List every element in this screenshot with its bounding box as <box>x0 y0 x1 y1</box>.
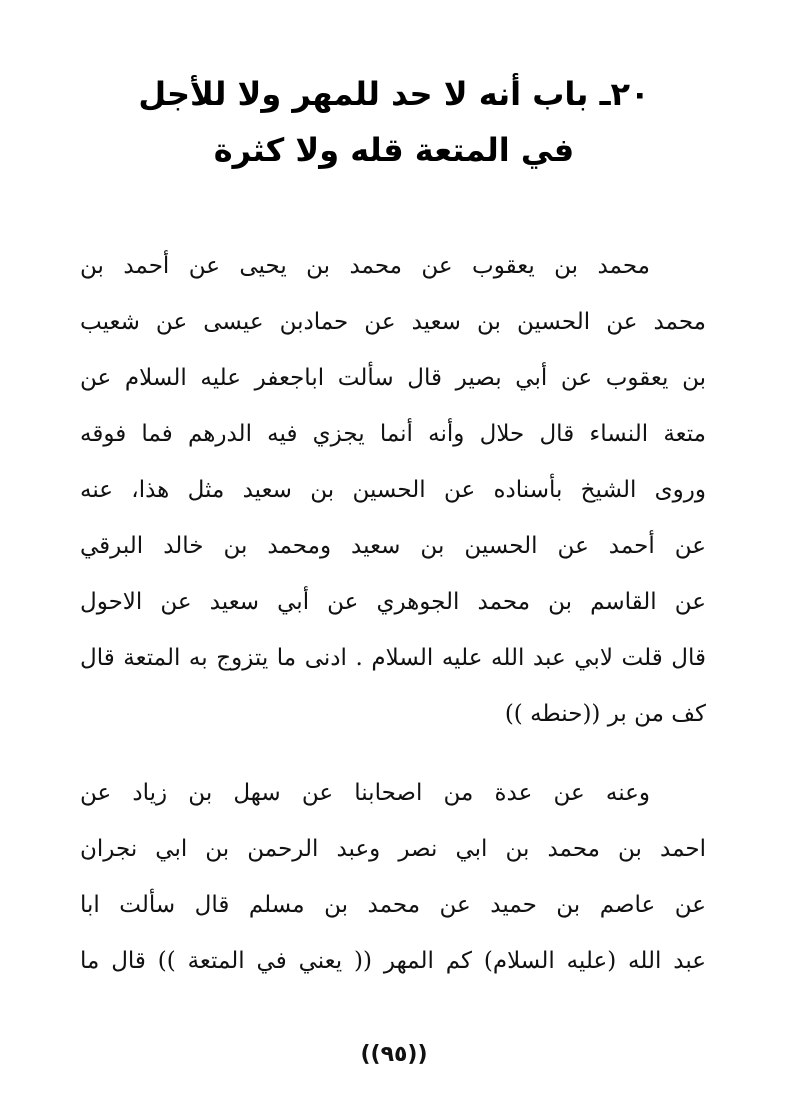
page-number: ((٩٥)) <box>360 1042 428 1067</box>
text-line: محمد عن الحسين بن سعيد عن حمادبن عيسى عن شعيب <box>80 309 706 335</box>
paragraph-2 <box>80 765 706 989</box>
text-line: عن القاسم بن محمد الجوهري عن أبي سعيد عن الاحول <box>80 589 706 615</box>
text-line: احمد بن محمد بن ابي نصر وعبد الرحمن بن ابي نجران <box>80 836 706 862</box>
text-line: متعة النساء قال حلال وأنه أنما يجزي فيه الدرهم فما فوقه <box>80 421 706 447</box>
text-line: قال قلت لابي عبد الله عليه السلام . ادنى ما يتزوج به المتعة قال <box>80 645 706 671</box>
paragraph-1 <box>80 238 706 742</box>
text-line: كف من بر ((حنطه )) <box>504 701 706 727</box>
text-line: وعنه عن عدة من اصحابنا عن سهل بن زياد عن <box>80 780 650 806</box>
chapter-title-line-2: في المتعة قله ولا كثرة <box>213 131 575 169</box>
text-line: وروى الشيخ بأسناده عن الحسين بن سعيد مثل هذا، عنه <box>80 477 706 503</box>
text-line: عن أحمد عن الحسين بن سعيد ومحمد بن خالد البرقي <box>80 533 706 559</box>
text-line: عن عاصم بن حميد عن محمد بن مسلم قال سألت ابا <box>80 892 706 918</box>
text-line: محمد بن يعقوب عن محمد بن يحيى عن أحمد بن <box>80 253 650 279</box>
chapter-title-line-1: ٢٠ـ باب أنه لا حد للمهر ولا للأجل <box>138 75 650 113</box>
text-line: بن يعقوب عن أبي بصير قال سألت اباجعفر عليه السلام عن <box>80 365 706 391</box>
text-line: عبد الله (عليه السلام) كم المهر (( يعني في المتعة )) قال ما <box>80 948 706 974</box>
